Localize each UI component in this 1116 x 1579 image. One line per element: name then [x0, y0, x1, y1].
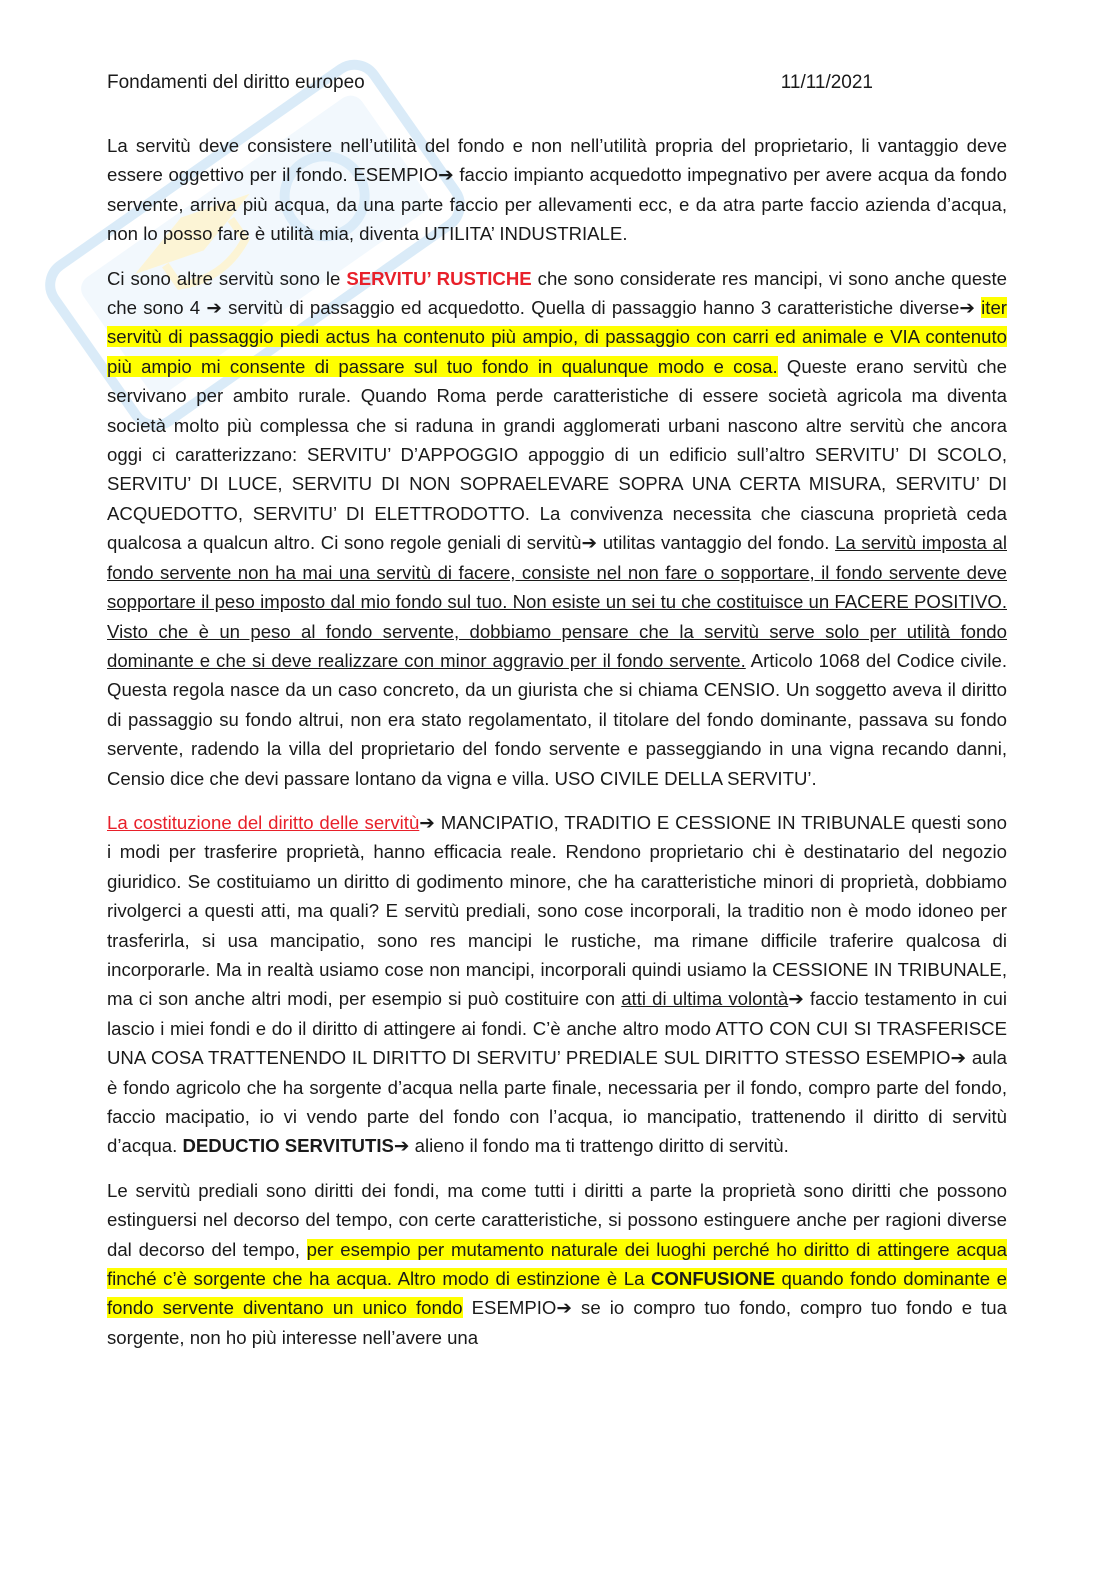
arrow-icon: ➔: [419, 811, 435, 833]
arrow-icon: ➔: [206, 297, 222, 319]
text-run: Ci sono altre servitù sono le: [107, 267, 347, 289]
highlighted-text: per esempio per mutamento naturale dei luoghi perché ho diritto di attingere acqua finché c’è sorgente che ha acqua. Altro modo di estinzione è La: [107, 1238, 1007, 1290]
text-run: servitù di passaggio ed acquedotto. Quella di passaggio hanno 3 caratteristiche diverse: [221, 297, 960, 319]
paragraph-2: [107, 264, 1007, 793]
text-run: che sono considerate res mancipi, vi sono anche queste che sono 4: [107, 267, 1007, 319]
red-bold-term: SERVITU’ RUSTICHE: [346, 267, 532, 289]
text-run: utilitas vantaggio del fondo.: [597, 532, 836, 554]
text-run: aula è fondo agricolo che ha sorgente d’acqua nella parte finale, necessaria per il fondo, compro parte del fondo, faccio macipatio, io vi vendo parte del fondo con l’acqua, io mancipatio, trattenendo il diritto di servitù d’acqua.: [107, 1047, 1007, 1157]
paragraph-4: [107, 1176, 1007, 1352]
highlighted-bold-term: CONFUSIONE: [651, 1268, 775, 1290]
text-run: Le servitù prediali sono diritti dei fondi, ma come tutti i diritti a parte la proprietà sono diritti che possono estinguersi nel decorso del tempo, con certe caratteristiche, si possono estinguere anche per ragioni diverse dal decorso del tempo,: [107, 1179, 1007, 1260]
underlined-text: atti di ultima volontà: [621, 988, 789, 1010]
arrow-icon: ➔: [393, 1135, 410, 1157]
highlighted-text: iter servitù di passaggio piedi actus ha contenuto più ampio, di passaggio con carri ed animale e VIA contenuto più ampio mi consente di passare sul tuo fondo in qualunque modo e cosa.: [107, 297, 1007, 377]
document-date: 11/11/2021: [780, 72, 873, 93]
bold-term: DEDUCTIO SERVITUTIS: [182, 1135, 394, 1157]
document-title: Fondamenti del diritto europeo: [107, 72, 365, 93]
text-run: MANCIPATIO, TRADITIO E CESSIONE IN TRIBUNALE questi sono i modi per trasferire proprietà, hanno efficacia reale. Rendono proprietario chi è destinatario del negozio giuridico. Se costituiamo un diritto di godimento minore, che ha caratteristiche minori di proprietà, dobbiamo rivolgerci a questi atti, ma quali? E servitù prediali, sono cose incorporali, la traditio non è modo idoneo per trasferirla, si usa mancipatio, sono res mancipi le rustiche, ma rimane difficile traferire qualcosa di incorporarle. Ma in realtà usiamo cose non mancipi, incorporali quindi usiamo la CESSIONE IN TRIBUNALE, ma ci son anche altri modi, per esempio si può costituire con: [107, 811, 1008, 1010]
document-body: [107, 131, 1007, 1367]
text-run: se io compro tuo fondo, compro tuo fondo e tua sorgente, non ho più interesse nell’avere una: [107, 1297, 1007, 1348]
paragraph-3: [107, 808, 1007, 1161]
underlined-text: La servitù imposta al fondo servente non ha mai una servitù di facere, consiste nel non fare o sopportare, il fondo servente deve sopportare il peso imposto dal mio fondo sul tuo. Non esiste un sei tu che costituisce un FACERE POSITIVO. Visto che è un peso al fondo servente, dobbiamo pensare che la servitù serve solo per utilità fondo dominante e che si deve realizzare con minor aggravio per il fondo servente.: [107, 532, 1007, 671]
arrow-icon: ➔: [438, 164, 454, 186]
paragraph-1: [107, 131, 1007, 249]
text-run: Articolo 1068 del Codice civile. Questa regola nasce da un caso concreto, da un giurista che si chiama CENSIO. Un soggetto aveva il diritto di passaggio su fondo altrui, non era stato regolamentato, il titolare del fondo dominante, passava su fondo servente, radendo la villa del proprietario del fondo servente e passeggiando in una vigna recando danni, Censio dice che devi passare lontano da vigna e villa. USO CIVILE DELLA SERVITU’.: [107, 649, 1008, 789]
red-underlined-heading: La costituzione del diritto delle servitù: [107, 811, 420, 833]
text-run: ESEMPIO: [462, 1297, 557, 1319]
highlighted-text: quando fondo dominante e fondo servente diventano un unico fondo: [107, 1268, 1007, 1319]
arrow-icon: ➔: [788, 988, 804, 1010]
arrow-icon: ➔: [556, 1297, 572, 1319]
arrow-icon: ➔: [950, 1047, 967, 1069]
text-run: faccio testamento in cui lascio i miei fondi e do il diritto di attingere ai fondi. C’è anche altro modo ATTO CON CUI SI TRASFERISCE UNA COSA TRATTENENDO IL DIRITTO DI SERVITU’ PREDIALE SUL DIRITTO STESSO ESEMPIO: [107, 988, 1007, 1069]
text-run: alieno il fondo ma ti trattengo diritto di servitù.: [409, 1135, 789, 1157]
text-run: faccio impianto acquedotto impegnativo per avere acqua da fondo servente, arriva più acqua, da una parte faccio per allevamenti ecc, e da atra parte faccio azienda d’acqua, non lo posso fare è utilità mia, diventa UTILITA’ INDUSTRIALE.: [107, 164, 1007, 245]
arrow-icon: ➔: [581, 532, 598, 554]
text-run: La servitù deve consistere nell’utilità del fondo e non nell’utilità propria del proprietario, li vantaggio deve essere oggettivo per il fondo. ESEMPIO: [107, 135, 1007, 186]
text-run: Queste erano servitù che servivano per ambito rurale. Quando Roma perde caratteristiche di essere società agricola ma diventa società molto più complessa che si raduna in grandi agglomerati urbani nascono altre servitù che ancora oggi ci caratterizzano: SERVITU’ D’APPOGGIO appoggio di un edificio sull’altro SERVITU’ DI SCOLO, SERVITU’ DI LUCE, SERVITU DI NON SOPRAELEVARE SOPRA UNA CERTA MISURA, SERVITU’ DI ACQUEDOTTO, SERVITU’ DI ELETTRODOTTO. La convivenza necessita che ciascuna proprietà ceda qualcosa a qualcun altro. Ci sono regole geniali di servitù: [107, 355, 1007, 554]
arrow-icon: ➔: [959, 297, 975, 319]
page-header: [107, 68, 873, 98]
